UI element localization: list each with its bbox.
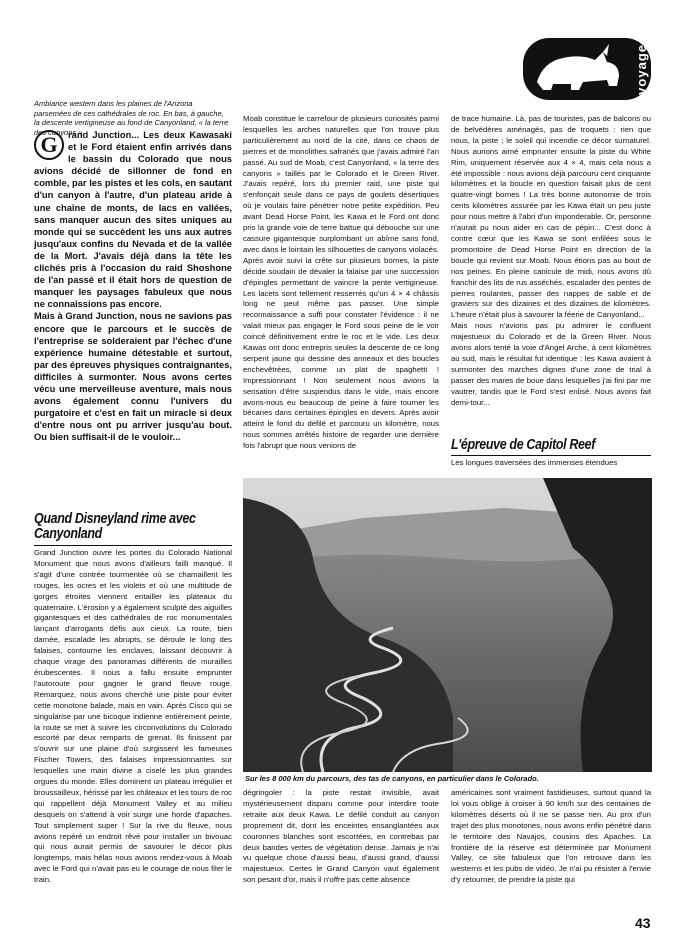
column-1-text: Grand Junction ouvre les portes du Colorado National Monument que nous avons d'ailleurs failli manqué. Il s'agit d'une contrée tourmentée où se chamaillent les rouges, les ocres et les violets et où une multitude de gorges étroites viennent entailler les plateaux du quaternaire. L'érosion y a également sculpté des aiguilles gigantesques et des cathédrales de roc monumentales lançant d'arrogants défis aux cieux. La route, bien damée, escalade les abrupts, se déroule le long des falaises, contourne les enclaves, laissant découvrir à chaque virage des panoramas différents de murailles érubescentes. Il nous a fallu ensuite emprunter l'autoroute pour gagner le grand fleuve rouge. Remarquez, nous avons cherché une piste pour éviter cette monotone balade, mais en vain. Après Cisco qui se singularise par une bicoque indienne entièrement peinte, la route se met à suivre les circonvolutions du Colorado escorté par deux remparts de grenat. Ils finissent par s'ouvrir sur une plaine d'où surgissent les fameuses Fischer Towers, des falaises impressionnantes sur lesquelles une main divine a ciselé les plus grandes orgues du monde. Elles dominent un plateau irrégulier et broussailleux, hérissé par les châteaux et les tours de roc qui rappellent déjà Monument Valley et au milieu desquels on s'attend à voir surgir une horde d'apaches. Tout simplement super ! Sur la rive du fleuve, nous avions repéré un endroit rêvé pour installer un bivouac qui nous aurait permis de savourer le décor plus longtemps, mais hélas nous avions rendez-vous à Moab avec le Ford qui n'avait pas eu le courage de nous filer le train. xyxy=(34,548,232,885)
column-2-lower-text: dégringoler : la piste restait invisible, avait mystérieusement disparu comme pour interdire toute retraite aux deux Kawa. Le défilé conduit au canyon proprement dit, dont les enceintes ensanglantées aux couronnes blanches sont escortées, en contrebas par deux bandes vertes de végétation dense. Jamais je n'ai vu quelque chose d'aussi beau, d'aussi grand, d'aussi majestueux. Certes le Grand Canyon vaut également son pesant d'or, mais il n'offre pas cette absence xyxy=(243,788,439,885)
column-3-lead xyxy=(451,458,651,469)
heading-rule xyxy=(34,545,232,546)
column-1-body xyxy=(34,548,232,886)
column-3-lower xyxy=(451,788,651,886)
column-2-text: Moab constitue le carrefour de plusieurs curiosités parmi lesquelles les arches naturelles que l'on trouve plus particulièrement au nord de la cité, dans ce chaos de pierres et de monolithes safranés que j'avais admiré l'an passé. Au sud de Moab, c'est Canyonland, « la terre des canyons » taillés par le Colorado et le Green River. J'avais repéré, lors du premier raid, une piste qui s'enfonçait seule dans ce pays de goulets désertiques où je voulais faire pénétrer notre petite expédition. Peu avant Dead Horse Point, les Kawa et le Ford ont donc pris la grande voie de terre battue qui débouche sur une cassure gigantesque surplombant un abîme sans fond, avec dans le lointain les silhouettes de canyons violacés. Après avoir suivi la crête sur plusieurs bornes, la piste décide soudain de dévaler la falaise par une succession d'épingles permettant de vaincre la pente vertigineuse. Les lacets sont tellement resserrés qu'un 4 × 4 châssis long ne peut même pas passer. Une simple reconnaissance a suffi pour constater l'évidence : il ne valait mieux pas engager le Ford sous peine de le voir coincé définitivement entre le roc et le vide. Les deux Kawas ont donc entrepris seules la descente de ce long serpent jaune qui dessine des anneaux et des boucles enchevêtrées, comme un plat de spaghetti ! Impressionnant ! Non seulement nous avions la sensation d'être suspendus dans le vide, mais encore avons-nous eu beaucoup de peine à faire tourner les bécanes dans certaines épingles en devers. Après avoir atteint le fond du défilé et parcouru un kilomètre, nous nous sommes arrêtés histoire de regarder une dernière fois l'abrupt que nous venions de xyxy=(243,114,439,451)
column-3-text-2: Mais nous n'avions pas pu admirer le confluent majestueux du Colorado et de la Green River. Nous avons alors tenté la voie d'Angel Arche, à cent kilomètres au sud, mais le résultat fut identique : les Kawa avaient à surmonter des marches dignes d'une zone de trial à passer des mares de boue dans lesquelles j'ai fini par me vautrer, tandis que le Ford s'est enlisé. Nous avons fait demi-tour... xyxy=(451,321,651,407)
rhino-logo-icon xyxy=(523,38,651,100)
voyage-logo xyxy=(523,38,651,100)
top-caption: Ambiance western dans les plaines de l'Arizona parsemées de ces cathédrales de roc. En bas, à gauche, la descente vertigineuse au fond de Canyonland, « la terre des canyons ». xyxy=(34,99,229,137)
column-2-body xyxy=(243,114,439,452)
column-3-body xyxy=(451,114,651,408)
section-heading-capitol-reef: L'épreuve de Capitol Reef xyxy=(451,437,596,453)
intro-paragraph-2: Mais à Grand Junction, nous ne savions pas encore que le parcours et le succès de l'entreprise se solderaient par l'échec d'une expérience humaine détestable et surtout, par des épreuves physiques contraignantes, difficiles à surmonter. Nous avons certes vécu une merveilleuse aventure, mais nous avons également connu l'univers du purgatoire et c'est en fait un miracle si deux d'entre nous ont pu arriver jusqu'au bout. Ou bien suffisait-il de le vouloir... xyxy=(34,311,232,443)
intro-paragraph-1: rand Junction... Les deux Kawasaki et le Ford étaient enfin arrivés dans le bassin du Colorado que nous avions décidé de sillonner de fond en comble, par les pistes et les cols, en sautant d'un canyon à l'autre, d'un plateau aride à une chaîne de monts, de lacs en vallées, sans manquer aucun des sites uniques au monde qui se succèdent les uns aux autres jusqu'aux confins du Nevada et de la vallée de la Mort. J'avais déjà dans la tête les clichés pris à l'occasion du raid Shoshone de l'an passé et il était hors de question de manquer les paysages fabuleux que nous ne connaissions pas encore. xyxy=(34,130,232,310)
drop-cap: G xyxy=(34,130,64,160)
photo-caption: Sur les 8 000 km du parcours, des tas de canyons, en particulier dans le Colorado. xyxy=(245,774,539,783)
section-heading-disneyland: Quand Disneyland rime avec Canyonland xyxy=(34,511,196,542)
column-3-lower-text: américaines sont vraiment fastidieuses, surtout quand la loi vous oblige à croiser à 90 km/h sur des centaines de kilomètres déserts où il ne se passe rien. Au prix d'un trajet des plus monotones, nous avons enfin pénétré dans le territoire des Navajos, cousins des Apaches. La frontière de la réserve est déterminée par Monument Valley, ce site fabuleux que l'on retrouve dans les westerns et les pubs de vidéo. Je n'ai pu résister à l'envie d'y retourner, de prendre la piste qui xyxy=(451,788,651,885)
column-2-lower xyxy=(243,788,439,886)
heading-2-rule xyxy=(451,455,651,456)
column-3-text-3: Les longues traversées des immenses étendues xyxy=(451,458,618,467)
column-3-text-1: de trace humaine. Là, pas de touristes, pas de balcons ou de belvédères aménagés, pas de troquets : rien que nous, la piste ; le soleil qui incendie ce décor surnaturel. Nous aurions aimé emprunter ensuite la piste du White Rim, uniquement réservée aux 4 × 4, mais cela nous a été impossible : nous avions déjà parcouru cent cinquante kilomètres et la boucle en question faisait plus de cent quatre-vingt bornes ! La très bonne autonomie de trois cents kilomètres assurée par les Kawa était un peu juste pour nous mettre à l'abri d'un imponderable. Or, personne n'aurait pu nous aider en cas de pépin... C'est donc à contre cœur que les Kawa se sont enfilées sous le promontoire de Dead Horse Point en direction de la boucle qui revient sur Moab. Nous étions pas au bout de nos peines. En pleine canicule de midi, nous avons dû franchir des lits de rus asséchés, escalader des pentes de pierres roulantes, passer des nappes de sable et de graviers sur des dizaines et des dizaines de kilomètres. L'heure n'était plus à savourer la féerie de Canyonland... xyxy=(451,114,651,320)
logo-text: voyage xyxy=(634,44,649,95)
canyon-photo xyxy=(243,478,652,772)
intro-block xyxy=(34,129,232,443)
page-number: 43 xyxy=(635,915,651,931)
